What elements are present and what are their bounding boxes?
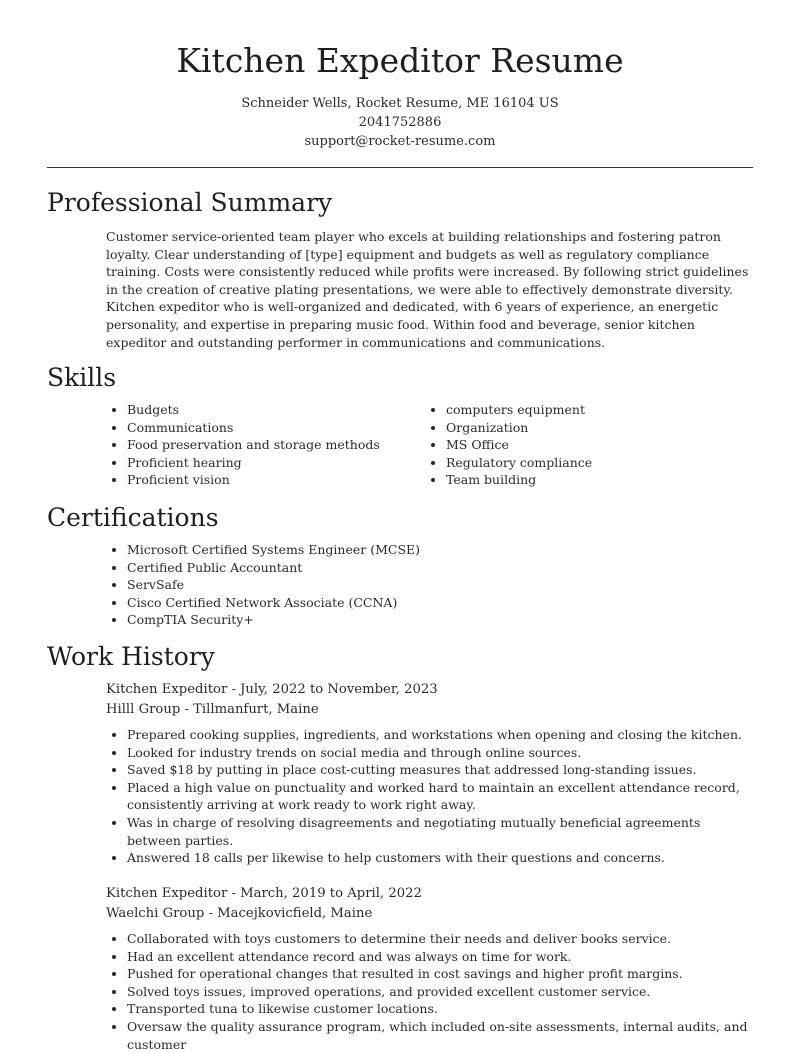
job-bullet: • Oversaw the quality assurance program, which included on-site assessments, internal audits, and customer xyxy=(127,1018,787,1053)
job-separator: - xyxy=(180,702,194,717)
skill-item: • Budgets xyxy=(127,401,427,419)
contact-address: Schneider Wells, Rocket Resume, ME 16104 US xyxy=(241,96,559,111)
job-title-line xyxy=(106,884,422,904)
job-company-line xyxy=(106,700,438,720)
certification-item: • Cisco Certified Network Associate (CCNA) xyxy=(127,594,767,612)
contact-phone: 2041752886 xyxy=(358,115,442,130)
job-title-line xyxy=(106,680,438,700)
job-bullet: • Answered 18 calls per likewise to help customers with their questions and concerns. xyxy=(127,849,752,867)
skill-item: • Team building xyxy=(446,471,746,489)
job-bullet: • Had an excellent attendance record and was always on time for work. xyxy=(127,948,787,966)
skill-item: • Food preservation and storage methods xyxy=(127,436,427,454)
job-separator: - xyxy=(227,886,241,901)
resume-title: Kitchen Expeditor Resume xyxy=(176,41,624,80)
job-header xyxy=(106,680,438,720)
job-bullet: • Saved $18 by putting in place cost-cutting measures that addressed long-standing issues. xyxy=(127,761,752,779)
contact-block xyxy=(0,94,800,151)
job-bullet: • Placed a high value on punctuality and worked hard to maintain an excellent attendance record, consistently arriving at work ready to work right away. xyxy=(127,779,752,814)
job-company-line xyxy=(106,904,422,924)
skill-item: • MS Office xyxy=(446,436,746,454)
summary-heading: Professional Summary xyxy=(47,188,333,217)
job-separator: - xyxy=(227,682,241,697)
job-bullet: • Looked for industry trends on social media and through online sources. xyxy=(127,744,752,762)
job-title: Kitchen Expeditor xyxy=(106,886,228,901)
skill-item: • Organization xyxy=(446,419,746,437)
job-bullet: • Prepared cooking supplies, ingredients, and workstations when opening and closing the kitchen. xyxy=(127,726,752,744)
certifications-list xyxy=(106,541,767,629)
contact-email: support@rocket-resume.com xyxy=(304,134,496,149)
skills-list-right xyxy=(425,401,746,489)
certification-item: • CompTIA Security+ xyxy=(127,611,767,629)
skills-heading: Skills xyxy=(47,363,117,392)
work-history-heading: Work History xyxy=(47,642,215,671)
job-company: Hilll Group xyxy=(106,702,181,717)
job-location: Macejkovicfield, Maine xyxy=(217,906,373,921)
job-header xyxy=(106,884,422,924)
skill-item: • Proficient hearing xyxy=(127,454,427,472)
skills-list-left xyxy=(106,401,427,489)
skill-item: • Regulatory compliance xyxy=(446,454,746,472)
summary-text: Customer service-oriented team player who excels at building relationships and fostering patron loyalty. Clear understanding of [type] equipment and budgets as well as regulatory compliance training. Costs were consistently reduced while profits were increased. By following strict guidelines in the creation of creative plating presentations, we were able to effectively demonstrate diversity. Kitchen expeditor who is well-organized and dedicated, with 6 years of experience, an energetic personality, and expertise in preparing music food. Within food and beverage, senior kitchen expeditor and outstanding performer in communications and communications. xyxy=(106,229,749,350)
skill-item: • Communications xyxy=(127,419,427,437)
header-divider xyxy=(47,167,753,168)
job-bullet: • Solved toys issues, improved operations, and provided excellent customer service. xyxy=(127,983,787,1001)
job-bullets xyxy=(106,726,752,867)
skill-item: • Proficient vision xyxy=(127,471,427,489)
job-bullet: • Collaborated with toys customers to determine their needs and deliver books service. xyxy=(127,930,787,948)
job-dates: July, 2022 to November, 2023 xyxy=(240,682,438,697)
job-separator: - xyxy=(204,906,218,921)
skill-item: • computers equipment xyxy=(446,401,746,419)
certifications-heading: Certifications xyxy=(47,503,219,532)
job-location: Tillmanfurt, Maine xyxy=(193,702,319,717)
job-bullet: • Transported tuna to likewise customer locations. xyxy=(127,1000,787,1018)
certification-item: • Certified Public Accountant xyxy=(127,559,767,577)
job-dates: March, 2019 to April, 2022 xyxy=(240,886,422,901)
job-company: Waelchi Group xyxy=(106,906,205,921)
job-title: Kitchen Expeditor xyxy=(106,682,228,697)
certification-item: • ServSafe xyxy=(127,576,767,594)
job-bullet: • Pushed for operational changes that resulted in cost savings and higher profit margins. xyxy=(127,965,787,983)
job-bullet: • Was in charge of resolving disagreements and negotiating mutually beneficial agreements between parties. xyxy=(127,814,752,849)
certification-item: • Microsoft Certified Systems Engineer (MCSE) xyxy=(127,541,767,559)
